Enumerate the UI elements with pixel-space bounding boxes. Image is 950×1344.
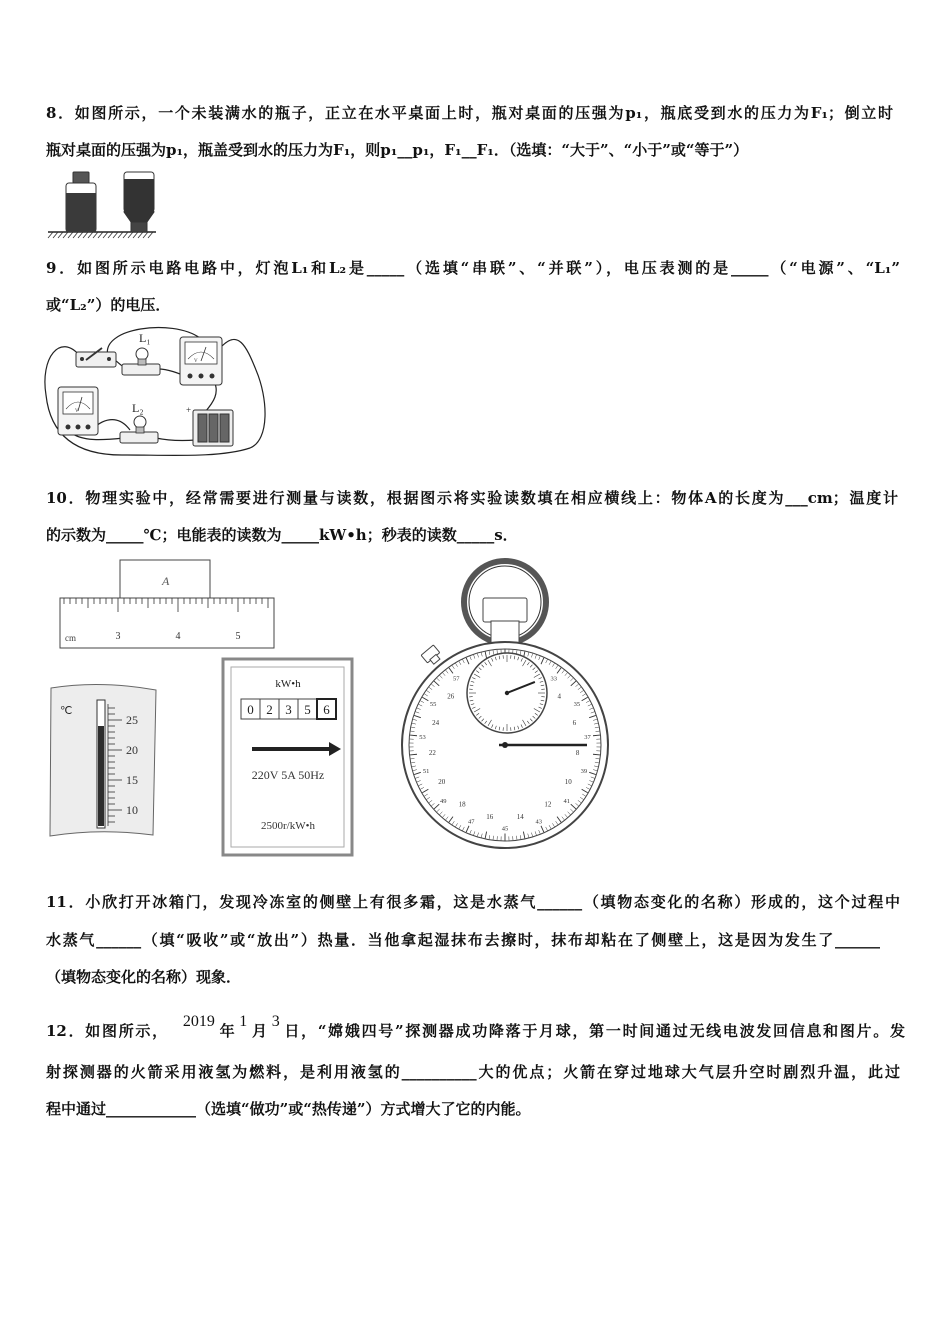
voltmeter-left-terminal bbox=[76, 425, 81, 430]
table-hatch-line bbox=[143, 232, 148, 238]
table-hatch-line bbox=[78, 232, 83, 238]
stopwatch-outer-number: 55 bbox=[429, 701, 437, 708]
stopwatch-inner-number: 4 bbox=[557, 692, 561, 701]
q12-month: 1 bbox=[239, 1013, 248, 1030]
bulb-l1-label: L₁ bbox=[139, 331, 151, 345]
switch-terminal bbox=[80, 357, 84, 361]
stopwatch-inner-number: 8 bbox=[575, 749, 580, 758]
bulb-l1-glass bbox=[136, 348, 148, 360]
switch-terminal bbox=[107, 357, 111, 361]
table-hatch-line bbox=[63, 232, 68, 238]
q12-year-unit: 年 bbox=[217, 1022, 237, 1040]
stopwatch-minute-hub bbox=[505, 691, 509, 695]
stopwatch-outer-number: 47 bbox=[467, 818, 475, 826]
thermometer-figure bbox=[50, 684, 156, 836]
q12-day: 3 bbox=[271, 1013, 280, 1030]
ruler-unit: cm bbox=[65, 633, 76, 643]
q12-line-1 bbox=[46, 1012, 905, 1041]
table-hatch-line bbox=[93, 232, 98, 238]
stopwatch-inner-number: 18 bbox=[458, 800, 466, 809]
ruler-number: 4 bbox=[175, 631, 181, 642]
ruler-figure bbox=[60, 560, 274, 648]
voltmeter-left bbox=[58, 387, 98, 435]
meter-digit: 6 bbox=[323, 702, 330, 717]
table-hatch-line bbox=[88, 232, 93, 238]
bulb-l2 bbox=[120, 401, 158, 443]
table-hatch-line bbox=[113, 232, 118, 238]
bulb-l1-socket bbox=[138, 359, 146, 365]
battery-cell bbox=[220, 414, 229, 442]
table-hatch-line bbox=[53, 232, 58, 238]
stopwatch-outer-number: 45 bbox=[501, 825, 509, 833]
table-hatch-line bbox=[73, 232, 78, 238]
voltmeter-right-terminal bbox=[199, 374, 204, 379]
meter-digit: 2 bbox=[266, 702, 273, 717]
voltmeter-right-terminal bbox=[210, 374, 215, 379]
meter-digit: 3 bbox=[285, 702, 292, 717]
q12-prefix: 12．如图所示， bbox=[46, 1022, 169, 1040]
table-hatch-line bbox=[98, 232, 103, 238]
bulb-l2-label: L₂ bbox=[132, 401, 144, 415]
object-a-label: A bbox=[162, 574, 170, 588]
q11-line-3: （填物态变化的名称）现象． bbox=[46, 968, 242, 986]
q8-line-1: 8．如图所示，一个未装满水的瓶子，正立在水平桌面上时，瓶对桌面的压强为p₁，瓶底受到水的压力为F₁；倒立时 bbox=[46, 104, 893, 122]
table-hatch-line bbox=[118, 232, 123, 238]
q12-line-2: 射探测器的火箭采用液氢为燃料，是利用液氢的__________大的优点；火箭在穿过地球大气层升空时剧烈升温，此过 bbox=[46, 1063, 900, 1081]
voltmeter-right-terminal bbox=[188, 374, 193, 379]
table-hatch-line bbox=[68, 232, 73, 238]
stopwatch-inner-number: 26 bbox=[447, 692, 455, 701]
bulb-l2-socket bbox=[136, 427, 144, 433]
table-hatch-line bbox=[48, 232, 53, 238]
q10-line-2: 的示数为_____℃；电能表的读数为_____kW•h；秒表的读数_____s． bbox=[46, 526, 518, 544]
q11-line-2: 水蒸气______（填“吸收”或“放出”）热量．当他拿起湿抹布去擦时，抹布却粘在了侧壁上，这是因为发生了______ bbox=[46, 931, 880, 949]
q9-line-2: 或“L₂”）的电压． bbox=[46, 296, 171, 314]
table-hatch-line bbox=[128, 232, 133, 238]
voltmeter-right bbox=[180, 337, 222, 385]
battery bbox=[186, 405, 233, 446]
table-hatch-line bbox=[103, 232, 108, 238]
meter-digit: 5 bbox=[304, 702, 311, 717]
stopwatch-inner-number: 12 bbox=[544, 800, 552, 809]
voltmeter-right-symbol: V bbox=[194, 359, 198, 364]
upright-bottle-water bbox=[66, 193, 96, 232]
switch bbox=[76, 348, 116, 367]
energy-meter-figure bbox=[223, 659, 352, 855]
q9-line-1: 9．如图所示电路电路中，灯泡L₁和L₂是_____（选填“串联”、“并联”），电压表测的是_____（“电源”、“L₁” bbox=[46, 259, 900, 277]
stopwatch-inner-number: 6 bbox=[572, 718, 577, 727]
ruler-number: 3 bbox=[115, 631, 121, 642]
stopwatch-outer-number: 53 bbox=[419, 733, 426, 741]
stopwatch-crown-stem bbox=[491, 621, 519, 644]
battery-plus-sign: + bbox=[186, 405, 192, 415]
table-hatch-line bbox=[138, 232, 143, 238]
voltmeter-left-symbol: V bbox=[75, 409, 79, 414]
energy-meter-unit: kW•h bbox=[275, 678, 301, 690]
inverted-bottle-cap bbox=[131, 222, 147, 232]
stopwatch-inner-number: 24 bbox=[432, 718, 440, 727]
bulb-l1-base bbox=[122, 364, 160, 375]
q12-year: 2019 bbox=[182, 1013, 215, 1030]
stopwatch-outer-number: 49 bbox=[440, 798, 447, 805]
table-hatch-line bbox=[83, 232, 88, 238]
stopwatch-inner-number: 10 bbox=[564, 778, 572, 786]
wire bbox=[156, 438, 196, 441]
inverted-bottle-shoulder bbox=[124, 212, 154, 222]
meter-digit: 0 bbox=[247, 702, 254, 717]
ruler-body bbox=[60, 598, 274, 648]
voltmeter-left-terminal bbox=[86, 425, 91, 430]
q8-line-2: 瓶对桌面的压强为p₁，瓶盖受到水的压力为F₁，则p₁__p₁，F₁__F₁．（选填：“大于”、“小于”或“等于”） bbox=[46, 141, 749, 159]
bulb-l1 bbox=[122, 331, 160, 375]
q11-line-1: 11．小欣打开冰箱门，发现冷冻室的侧壁上有很多霜，这是水蒸气______（填物态变化的名称）形成的，这个过程中 bbox=[46, 893, 900, 911]
voltmeter-left-terminal bbox=[66, 425, 71, 430]
q12-line-1-rest: 日，“嫦娥四号”探测器成功降落于月球，第一时间通过无线电波发回信息和图片。发 bbox=[282, 1022, 905, 1040]
stopwatch-outer-number: 39 bbox=[580, 768, 588, 776]
stopwatch-inner-number: 20 bbox=[438, 778, 446, 786]
q12-month-unit: 月 bbox=[250, 1022, 269, 1040]
table-hatch-line bbox=[108, 232, 113, 238]
stopwatch-outer-number: 41 bbox=[563, 798, 570, 805]
table-hatch-line bbox=[123, 232, 128, 238]
stopwatch-inner-number: 16 bbox=[486, 812, 494, 821]
thermometer-number: 20 bbox=[126, 743, 138, 757]
stopwatch-outer-number: 43 bbox=[535, 818, 543, 826]
ruler-number: 5 bbox=[235, 631, 241, 642]
q12-line-3: 程中通过____________（选填“做功”或“热传递”）方式增大了它的内能。 bbox=[46, 1100, 531, 1118]
stopwatch-figure bbox=[402, 561, 608, 848]
stopwatch-outer-number: 51 bbox=[422, 768, 430, 776]
table-hatch-line bbox=[133, 232, 138, 238]
thermometer-liquid bbox=[98, 726, 104, 826]
stopwatch-second-hub bbox=[502, 742, 508, 748]
thermometer-number: 10 bbox=[126, 803, 138, 817]
inverted-bottle-water bbox=[124, 179, 154, 212]
stopwatch-outer-number: 33 bbox=[550, 675, 558, 683]
stopwatch-outer-number: 57 bbox=[452, 675, 460, 683]
thermometer-number: 25 bbox=[126, 713, 138, 727]
thermometer-number: 15 bbox=[126, 773, 138, 787]
stopwatch-crown bbox=[483, 598, 527, 622]
stopwatch-inner-number: 14 bbox=[516, 812, 524, 821]
battery-cell bbox=[209, 414, 218, 442]
energy-meter-rating: 220V 5A 50Hz bbox=[251, 768, 325, 782]
stopwatch-outer-number: 35 bbox=[573, 701, 581, 708]
q10-line-1: 10．物理实验中，经常需要进行测量与读数，根据图示将实验读数填在相应横线上：物体A的长度为___cm；温度计 bbox=[46, 489, 898, 507]
bulb-l2-glass bbox=[134, 416, 146, 428]
bulb-l2-base bbox=[120, 432, 158, 443]
table-hatch-line bbox=[58, 232, 63, 238]
stopwatch-side-button bbox=[421, 645, 443, 667]
stopwatch-outer-number: 37 bbox=[584, 733, 591, 741]
thermometer-unit: ℃ bbox=[60, 705, 73, 717]
bottles-figure bbox=[48, 172, 156, 238]
table-hatching bbox=[48, 232, 153, 238]
upright-bottle-cap bbox=[73, 172, 89, 183]
battery-cell bbox=[198, 414, 207, 442]
energy-meter-constant: 2500r/kW•h bbox=[261, 820, 315, 832]
stopwatch-inner-number: 22 bbox=[428, 749, 436, 758]
table-hatch-line bbox=[148, 232, 153, 238]
